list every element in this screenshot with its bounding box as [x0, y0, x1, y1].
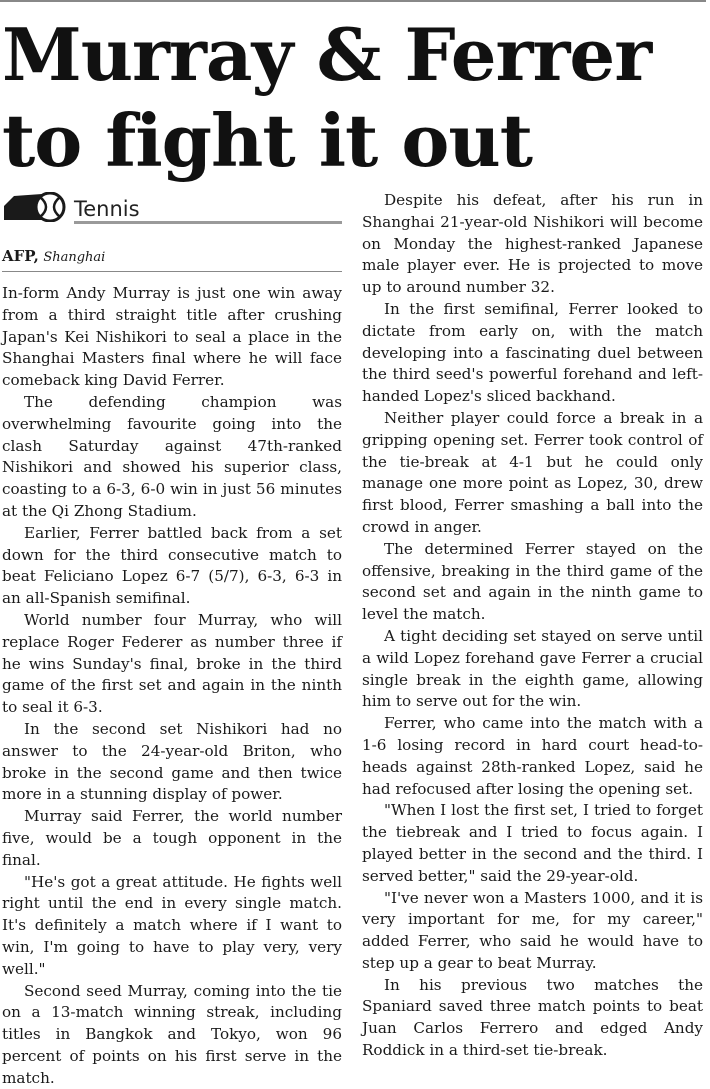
section-rule — [74, 221, 342, 224]
paragraph: Second seed Murray, coming into the tie on a 13-match winning streak, including titles in Bangkok and Tokyo, won 96 percent of points on his first serve in the match. — [2, 981, 342, 1089]
section-header — [2, 190, 342, 230]
paragraph: "He's got a great attitude. He fights well right until the end in every single match. It's definitely a match where if I want to win, I'm going to have to play very, very well." — [2, 872, 342, 981]
byline — [2, 246, 342, 268]
section-label: Tennis — [74, 196, 140, 222]
headline-line-2: to fight it out — [2, 98, 532, 183]
byline-location: Shanghai — [43, 250, 105, 265]
article-column-left — [2, 283, 342, 1089]
paragraph: Earlier, Ferrer battled back from a set down for the third consecutive match to beat Feliciano Lopez 6-7 (5/7), 6-3, 6-3 in an all-Spanish semifinal. — [2, 523, 342, 610]
headline-line-1: Murray & Ferrer — [2, 12, 651, 97]
paragraph: Despite his defeat, after his run in Shanghai 21-year-old Nishikori will become on Monday the highest-ranked Japanese male player ever. He is projected to move up to around number 32. — [362, 190, 703, 299]
paragraph: In-form Andy Murray is just one win away from a third straight title after crushing Japan's Kei Nishikori to seal a place in the Shanghai Masters final where he will face comeback king David Ferrer. — [2, 283, 342, 392]
paragraph: In the first semifinal, Ferrer looked to dictate from early on, with the match developing into a fascinating duel between the third seed's powerful forehand and left-handed Lopez's sliced backhand. — [362, 299, 703, 408]
paragraph: A tight deciding set stayed on serve until a wild Lopez forehand gave Ferrer a crucial single break in the eighth game, allowing him to serve out for the win. — [362, 626, 703, 713]
paragraph: Murray said Ferrer, the world number five, would be a tough opponent in the final. — [2, 806, 342, 871]
paragraph: In the second set Nishikori had no answer to the 24-year-old Briton, who broke in the second game and then twice more in a stunning display of power. — [2, 719, 342, 806]
paragraph: World number four Murray, who will replace Roger Federer as number three if he wins Sunday's final, broke in the third game of the first set and again in the ninth to seal it 6-3. — [2, 610, 342, 719]
paragraph: The defending champion was overwhelming favourite going into the clash Saturday against 47th-ranked Nishikori and showed his superior class, coasting to a 6-3, 6-0 win in just 56 minutes at the Qi Zhong Stadium. — [2, 392, 342, 523]
top-rule — [0, 0, 706, 2]
paragraph: In his previous two matches the Spaniard saved three match points to beat Juan Carlos Ferrero and edged Andy Roddick in a third-set tie-break. — [362, 975, 703, 1062]
tennis-ball-icon — [2, 192, 72, 222]
paragraph: The determined Ferrer stayed on the offensive, breaking in the third game of the second set and again in the ninth game to level the match. — [362, 539, 703, 626]
paragraph: "I've never won a Masters 1000, and it is very important for me, for my career," added Ferrer, who said he would have to step up a gear to beat Murray. — [362, 888, 703, 975]
headline — [2, 12, 702, 184]
paragraph: Ferrer, who came into the match with a 1-6 losing record in hard court head-to-heads against 28th-ranked Lopez, said he had refocused after losing the opening set. — [362, 713, 703, 800]
byline-rule — [2, 271, 342, 272]
paragraph: Neither player could force a break in a gripping opening set. Ferrer took control of the tie-break at 4-1 but he could only manage one more point as Lopez, 30, drew first blood, Ferrer smashing a ball into the crowd in anger. — [362, 408, 703, 539]
article-column-right — [362, 190, 703, 1062]
byline-agency: AFP, — [2, 247, 39, 265]
paragraph: "When I lost the first set, I tried to forget the tiebreak and I tried to focus again. I played better in the second and the third. I served better," said the 29-year-old. — [362, 800, 703, 887]
